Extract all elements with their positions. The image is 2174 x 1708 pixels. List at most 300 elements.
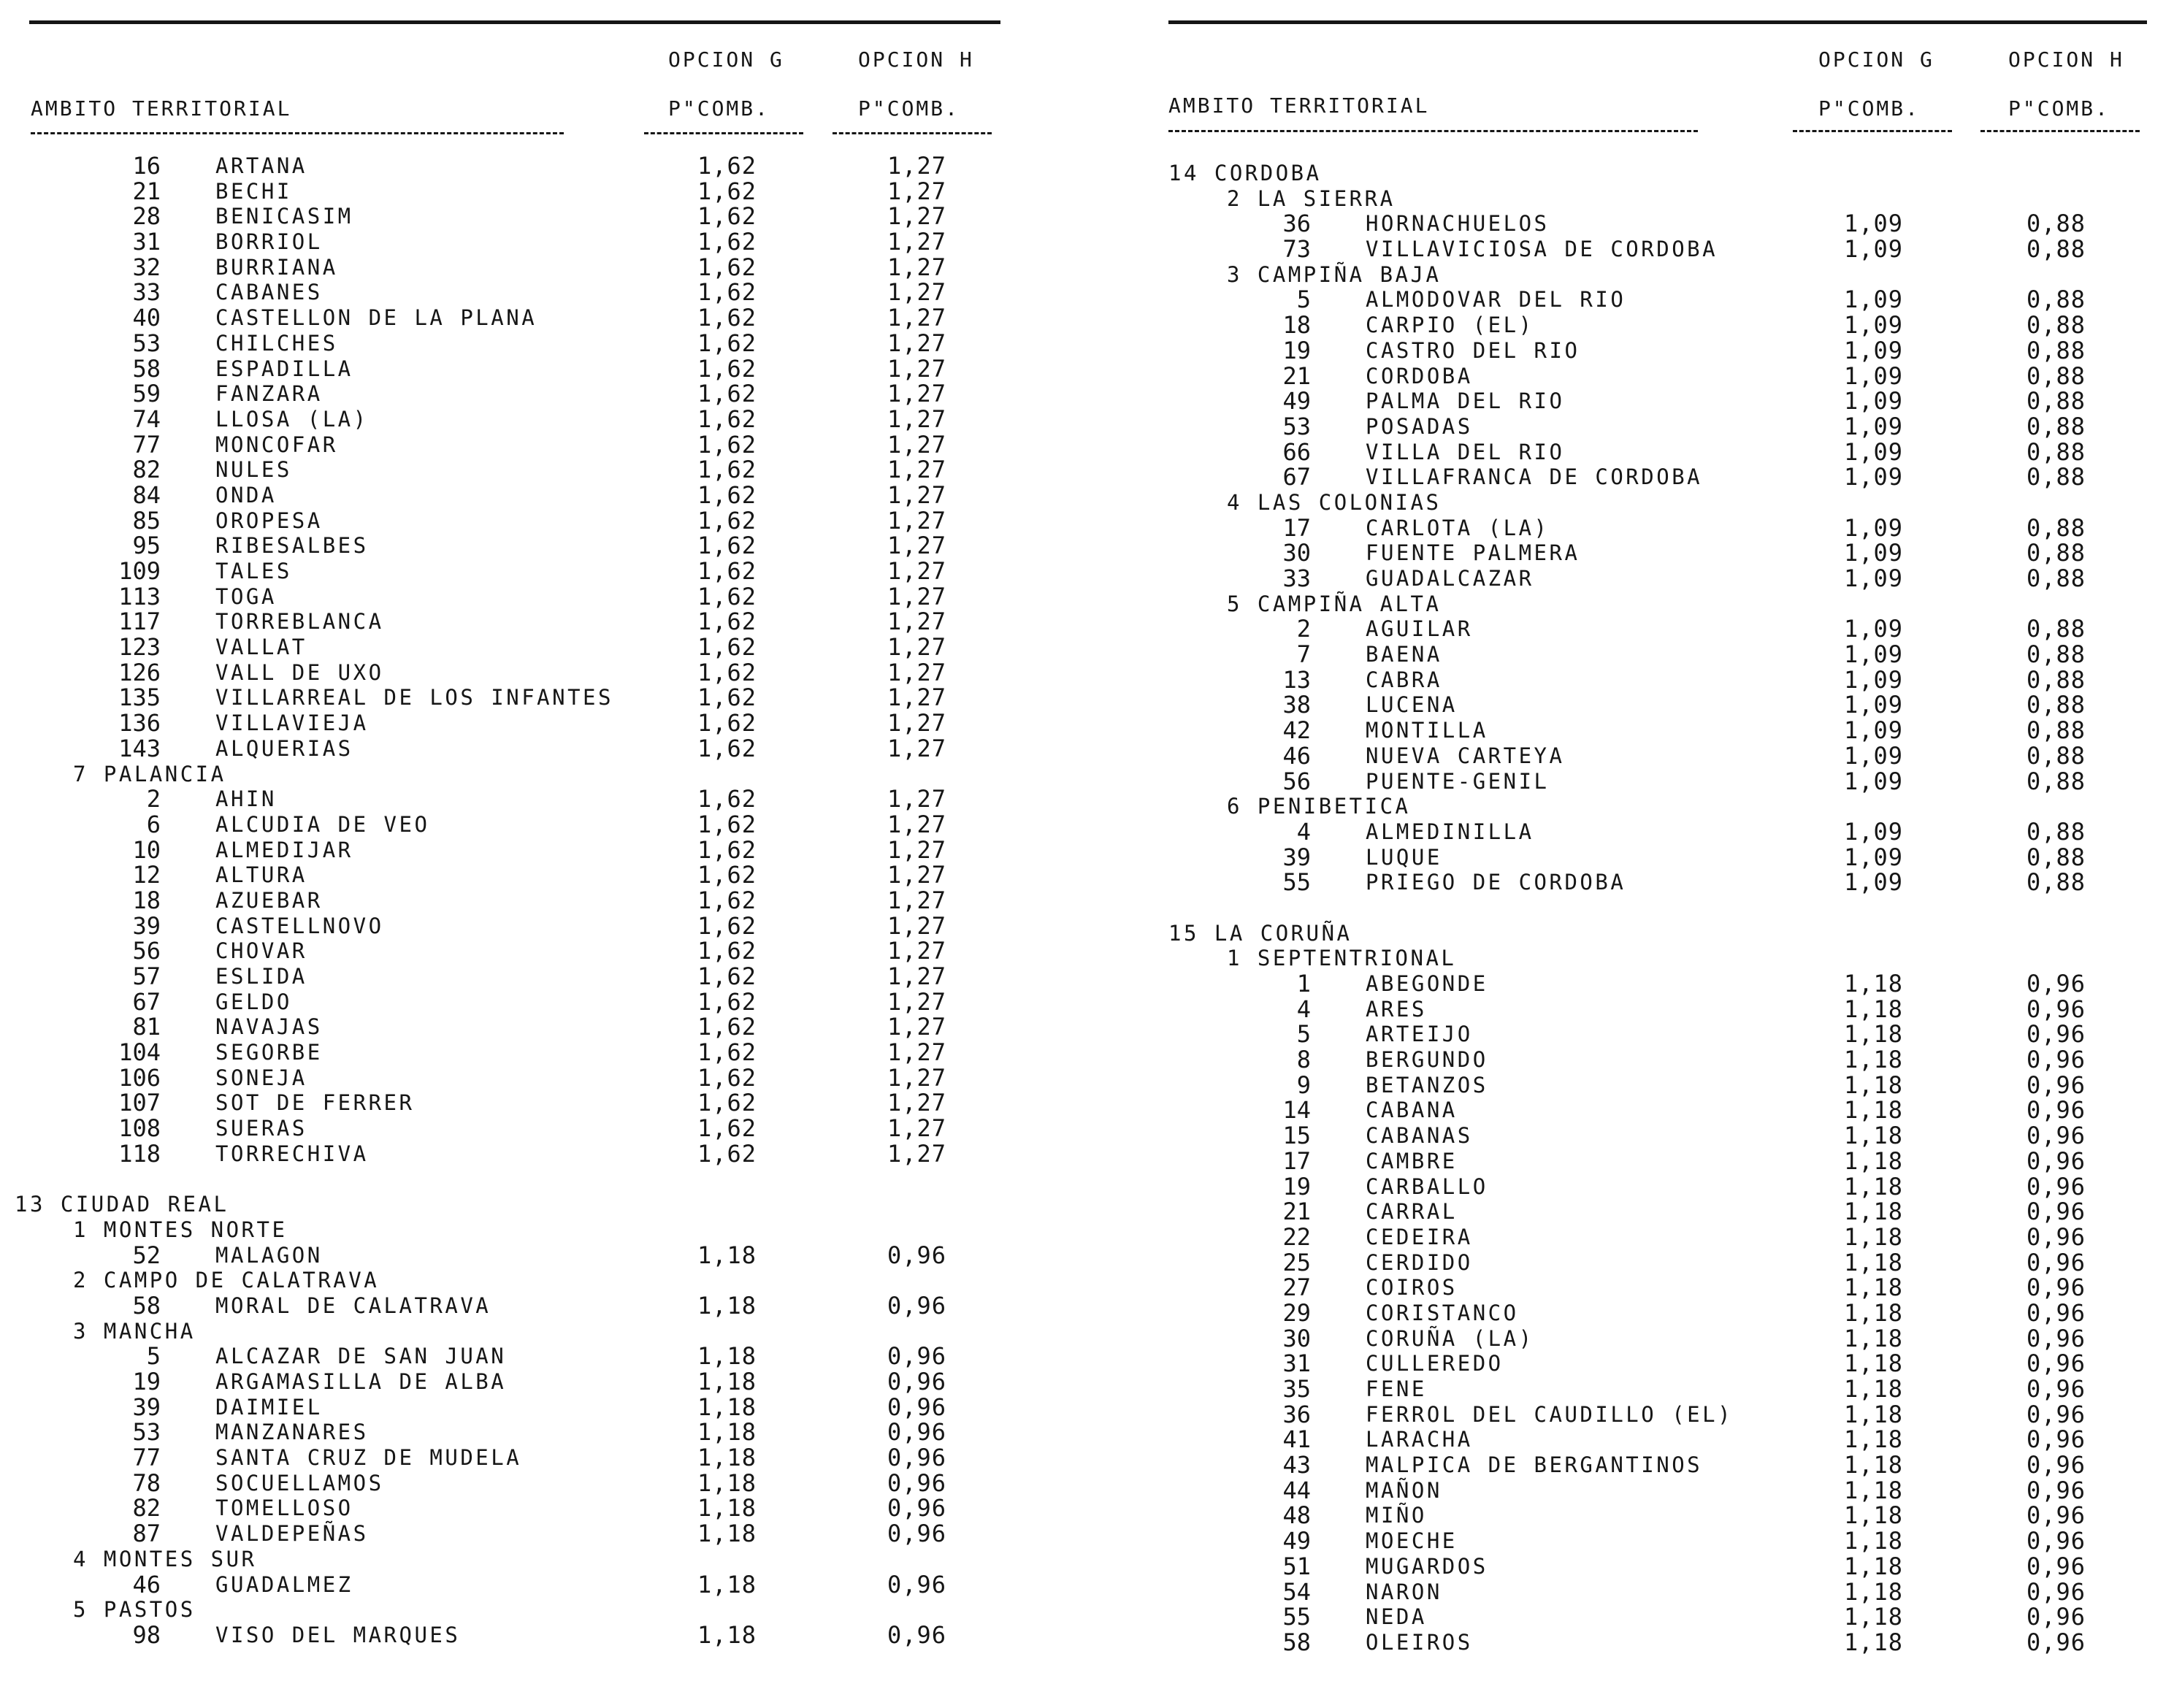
municipality-code: 18 — [1282, 311, 1311, 340]
option-g-heading: OPCION G — [1818, 47, 1934, 72]
table-row — [15, 1420, 993, 1445]
municipality-code: 36 — [1282, 1400, 1311, 1428]
option-h-value: 0,96 — [2026, 1628, 2086, 1656]
municipality-code: 39 — [1282, 843, 1311, 871]
municipality-code: 49 — [1282, 387, 1311, 415]
territory-heading: AMBITO TERRITORIAL — [1168, 93, 1430, 118]
municipality-code: 82 — [132, 1494, 161, 1523]
municipality-name: MONTILLA — [1366, 718, 1488, 743]
option-h-value: 1,27 — [887, 177, 947, 205]
option-h-value: 0,96 — [887, 1368, 947, 1395]
municipality-name: OROPESA — [215, 508, 323, 533]
municipality-code: 77 — [132, 1444, 161, 1472]
municipality-name: AHIN — [215, 786, 277, 812]
unit-h-heading: P"COMB. — [2008, 96, 2110, 120]
option-g-value: 1,62 — [697, 886, 757, 914]
table-row — [1168, 997, 2162, 1022]
option-h-value: 0,96 — [2026, 1400, 2086, 1428]
municipality-name: CORUÑA (LA) — [1366, 1325, 1534, 1351]
municipality-name: BERGUNDO — [1366, 1047, 1488, 1073]
option-h-value: 1,27 — [887, 683, 947, 712]
municipality-name: GELDO — [215, 989, 292, 1014]
municipality-code: 48 — [1282, 1501, 1311, 1530]
district-heading: 2 LA SIERRA — [1227, 185, 1396, 211]
municipality-code: 2 — [146, 785, 161, 813]
option-g-value: 1,62 — [697, 835, 757, 864]
district-heading: 6 PENIBETICA — [1227, 794, 1411, 819]
municipality-name: CABANAS — [1366, 1123, 1473, 1149]
table-row — [15, 1116, 993, 1141]
district-heading: 2 CAMPO DE CALATRAVA — [73, 1268, 380, 1293]
district-heading: 3 MANCHA — [73, 1318, 196, 1344]
municipality-name: ALCUDIA DE VEO — [215, 811, 430, 837]
option-g-value: 1,09 — [1844, 412, 1904, 440]
option-g-value: 1,62 — [697, 810, 757, 838]
municipality-name: VILLA DEL RIO — [1366, 439, 1565, 464]
unit-g-heading: P"COMB. — [668, 96, 770, 120]
municipality-name: MAÑON — [1366, 1477, 1442, 1503]
option-g-value: 1,62 — [697, 683, 757, 712]
municipality-name: FANZARA — [215, 381, 323, 407]
option-g-value: 1,62 — [697, 532, 757, 560]
option-h-value: 1,27 — [887, 480, 947, 509]
municipality-code: 58 — [132, 1291, 161, 1320]
municipality-name: CARBALLO — [1366, 1173, 1488, 1199]
municipality-code: 33 — [1282, 564, 1311, 592]
option-g-value: 1,62 — [697, 1038, 757, 1067]
option-h-value: 0,96 — [2026, 1071, 2086, 1099]
option-h-value: 0,96 — [887, 1520, 947, 1548]
municipality-code: 6 — [146, 810, 161, 838]
municipality-code: 57 — [132, 962, 161, 990]
table-row — [15, 1014, 993, 1040]
option-h-value: 0,96 — [2026, 1425, 2086, 1454]
municipality-code: 66 — [1282, 437, 1311, 466]
table-row — [15, 888, 993, 914]
option-g-value: 1,62 — [697, 304, 757, 332]
table-row — [15, 381, 993, 407]
municipality-name: ALMODOVAR DEL RIO — [1366, 287, 1626, 313]
option-h-value: 0,88 — [2026, 691, 2086, 719]
option-h-value: 0,96 — [887, 1418, 947, 1447]
option-g-heading: OPCION G — [668, 47, 784, 72]
table-row — [1168, 388, 2162, 414]
option-g-value: 1,09 — [1844, 564, 1904, 592]
option-h-value: 0,88 — [2026, 843, 2086, 871]
table-row — [1168, 1174, 2162, 1200]
municipality-name: ESLIDA — [215, 964, 307, 989]
option-h-value: 0,96 — [2026, 970, 2086, 997]
option-h-value: 1,27 — [887, 1114, 947, 1143]
municipality-name: MOECHE — [1366, 1528, 1458, 1554]
option-g-value: 1,62 — [697, 937, 757, 965]
municipality-code: 56 — [132, 937, 161, 965]
option-h-value: 1,27 — [887, 354, 947, 383]
option-h-value: 0,96 — [2026, 1096, 2086, 1125]
table-row — [15, 480, 993, 509]
option-g-value: 1,18 — [1844, 1349, 1904, 1378]
municipality-code: 7 — [1296, 640, 1311, 669]
municipality-code: 82 — [132, 456, 161, 484]
municipality-code: 31 — [132, 228, 161, 256]
table-row — [1168, 1604, 2162, 1630]
municipality-name: PUENTE-GENIL — [1366, 768, 1550, 794]
municipality-code: 87 — [132, 1520, 161, 1548]
municipality-name: MIÑO — [1366, 1503, 1427, 1528]
option-g-value: 1,18 — [1844, 1425, 1904, 1454]
table-row — [15, 1090, 993, 1116]
table-row — [1168, 1326, 2162, 1352]
option-h-value: 1,27 — [887, 1089, 947, 1117]
option-g-value: 1,62 — [697, 658, 757, 686]
municipality-code: 27 — [1282, 1274, 1311, 1302]
option-h-value: 1,27 — [887, 1013, 947, 1041]
municipality-name: SONEJA — [215, 1065, 307, 1090]
option-g-value: 1,18 — [1844, 1552, 1904, 1580]
district-heading-row — [1168, 262, 2162, 288]
municipality-code: 55 — [1282, 868, 1311, 897]
municipality-name: CARLOTA (LA) — [1366, 515, 1550, 540]
option-h-value: 0,96 — [2026, 1172, 2086, 1200]
option-h-value: 0,88 — [2026, 412, 2086, 440]
table-row — [1168, 870, 2162, 895]
option-g-underline — [644, 132, 803, 134]
table-row — [15, 508, 993, 534]
option-g-value: 1,18 — [697, 1520, 757, 1548]
option-g-value: 1,18 — [697, 1494, 757, 1523]
municipality-name: TORRECHIVA — [215, 1141, 369, 1166]
municipality-code: 38 — [1282, 691, 1311, 719]
table-row — [15, 736, 993, 762]
option-h-value: 0,96 — [2026, 1274, 2086, 1302]
table-row — [1168, 338, 2162, 364]
municipality-name: CABANES — [215, 280, 323, 305]
province-heading: 13 CIUDAD REAL — [15, 1192, 229, 1217]
table-row — [1168, 1554, 2162, 1579]
municipality-code: 36 — [1282, 210, 1311, 238]
district-heading-row — [1168, 794, 2162, 819]
municipality-code: 5 — [1296, 1020, 1311, 1049]
option-h-value: 0,96 — [887, 1494, 947, 1523]
municipality-name: SEGORBE — [215, 1040, 323, 1065]
option-g-value: 1,62 — [697, 480, 757, 509]
option-h-value: 1,27 — [887, 228, 947, 256]
option-g-value: 1,62 — [697, 177, 757, 205]
territory-heading: AMBITO TERRITORIAL — [31, 96, 292, 120]
option-h-value: 1,27 — [887, 1038, 947, 1067]
table-row — [1168, 1123, 2162, 1149]
province-heading-row — [1168, 161, 2162, 186]
option-g-value: 1,62 — [697, 456, 757, 484]
municipality-name: RIBESALBES — [215, 533, 369, 559]
option-g-value: 1,62 — [697, 582, 757, 610]
option-h-value: 0,88 — [2026, 615, 2086, 643]
option-g-value: 1,18 — [697, 1393, 757, 1421]
table-row — [15, 533, 993, 559]
table-row — [1168, 361, 2162, 390]
option-g-value: 1,09 — [1844, 336, 1904, 364]
municipality-code: 35 — [1282, 1375, 1311, 1403]
option-h-value: 0,88 — [2026, 665, 2086, 694]
option-h-value: 0,96 — [2026, 1451, 2086, 1479]
municipality-name: FERROL DEL CAUDILLO (EL) — [1366, 1401, 1734, 1427]
table-row — [1168, 1376, 2162, 1402]
option-g-value: 1,09 — [1844, 437, 1904, 466]
municipality-name: SANTA CRUZ DE MUDELA — [215, 1445, 522, 1471]
municipality-code: 52 — [132, 1241, 161, 1269]
table-row — [15, 280, 993, 305]
table-row — [15, 660, 993, 686]
table-row — [1168, 1222, 2162, 1251]
option-h-value: 1,27 — [887, 380, 947, 408]
municipality-code: 113 — [118, 582, 161, 610]
option-h-value: 0,96 — [887, 1291, 947, 1320]
district-heading-row — [15, 1268, 993, 1293]
top-rule — [1168, 20, 2147, 24]
option-h-value: 1,27 — [887, 506, 947, 535]
table-row — [1168, 616, 2162, 642]
district-heading-row — [1168, 186, 2162, 212]
table-row — [15, 711, 993, 736]
municipality-name: PRIEGO DE CORDOBA — [1366, 870, 1626, 895]
municipality-name: CULLEREDO — [1366, 1351, 1504, 1376]
table-row — [1168, 718, 2162, 743]
option-g-value: 1,09 — [1844, 843, 1904, 871]
option-g-value: 1,09 — [1844, 615, 1904, 643]
table-row — [1168, 464, 2162, 490]
municipality-name: HORNACHUELOS — [1366, 211, 1550, 237]
municipality-code: 104 — [118, 1038, 161, 1067]
municipality-name: LUCENA — [1366, 692, 1458, 718]
option-g-value: 1,18 — [1844, 1248, 1904, 1276]
option-h-value: 1,27 — [887, 430, 947, 459]
option-h-value: 1,27 — [887, 557, 947, 585]
table-row — [15, 1141, 993, 1167]
option-g-value: 1,18 — [1844, 1146, 1904, 1175]
option-g-value: 1,62 — [697, 1139, 757, 1168]
option-h-value: 0,88 — [2026, 513, 2086, 542]
municipality-name: ARGAMASILLA DE ALBA — [215, 1369, 507, 1394]
option-g-value: 1,18 — [1844, 1222, 1904, 1251]
table-row — [1168, 1047, 2162, 1073]
municipality-name: GUADALMEZ — [215, 1571, 353, 1597]
table-row — [15, 635, 993, 660]
municipality-name: LARACHA — [1366, 1427, 1473, 1452]
option-g-value: 1,62 — [697, 1013, 757, 1041]
table-row — [15, 1040, 993, 1065]
section-gap — [15, 1167, 993, 1192]
option-g-value: 1,09 — [1844, 640, 1904, 669]
municipality-name: ALTURA — [215, 862, 307, 888]
municipality-code: 143 — [118, 734, 161, 762]
municipality-code: 98 — [132, 1620, 161, 1649]
table-row — [15, 1065, 993, 1091]
municipality-name: ALQUERIAS — [215, 735, 353, 761]
table-row — [1168, 1298, 2162, 1327]
district-heading-row — [15, 1217, 993, 1243]
option-h-value: 1,27 — [887, 456, 947, 484]
table-row — [15, 331, 993, 356]
option-g-value: 1,09 — [1844, 691, 1904, 719]
table-row — [1168, 1478, 2162, 1504]
municipality-code: 108 — [118, 1114, 161, 1143]
municipality-code: 59 — [132, 380, 161, 408]
municipality-code: 8 — [1296, 1046, 1311, 1074]
municipality-name: ALMEDIJAR — [215, 837, 353, 862]
municipality-name: BENICASIM — [215, 204, 353, 229]
top-rule — [29, 20, 1000, 24]
option-g-value: 1,62 — [697, 506, 757, 535]
section-gap — [1168, 895, 2162, 921]
option-h-value: 0,88 — [2026, 716, 2086, 745]
option-h-value: 1,27 — [887, 304, 947, 332]
table-row — [15, 1620, 993, 1649]
option-h-value: 0,96 — [2026, 995, 2086, 1023]
municipality-code: 13 — [1282, 665, 1311, 694]
municipality-name: MORAL DE CALATRAVA — [215, 1293, 491, 1318]
option-h-value: 0,88 — [2026, 235, 2086, 264]
option-g-value: 1,62 — [697, 734, 757, 762]
table-row — [15, 305, 993, 331]
option-h-value: 0,96 — [2026, 1222, 2086, 1251]
municipality-code: 67 — [132, 987, 161, 1016]
municipality-name: SUERAS — [215, 1116, 307, 1141]
option-g-value: 1,18 — [1844, 1274, 1904, 1302]
option-h-value: 1,27 — [887, 734, 947, 762]
municipality-name: BECHI — [215, 178, 292, 204]
table-row — [15, 407, 993, 432]
province-heading: 15 LA CORUÑA — [1168, 920, 1352, 946]
option-h-value: 1,27 — [887, 152, 947, 180]
option-g-value: 1,18 — [697, 1468, 757, 1497]
municipality-name: BURRIANA — [215, 254, 338, 280]
municipality-name: MALAGON — [215, 1242, 323, 1268]
district-heading: 1 SEPTENTRIONAL — [1227, 946, 1457, 971]
table-row — [15, 204, 993, 229]
option-g-value: 1,62 — [697, 430, 757, 459]
table-row — [1168, 769, 2162, 794]
left-page — [15, 0, 993, 1708]
option-g-value: 1,62 — [697, 253, 757, 281]
option-g-value: 1,62 — [697, 1063, 757, 1092]
municipality-name: TALES — [215, 559, 292, 583]
option-g-underline — [1793, 130, 1952, 132]
municipality-name: OLEIROS — [1366, 1629, 1473, 1655]
municipality-name: CORDOBA — [1366, 363, 1473, 388]
municipality-name: CABANA — [1366, 1098, 1458, 1123]
option-g-value: 1,62 — [697, 962, 757, 990]
table-row — [1168, 437, 2162, 466]
option-g-value: 1,18 — [1844, 1400, 1904, 1428]
municipality-code: 58 — [132, 354, 161, 383]
option-h-value: 0,96 — [887, 1241, 947, 1269]
option-g-value: 1,09 — [1844, 513, 1904, 542]
municipality-code: 25 — [1282, 1248, 1311, 1276]
municipality-code: 28 — [132, 202, 161, 231]
option-g-value: 1,09 — [1844, 665, 1904, 694]
option-h-value: 0,88 — [2026, 361, 2086, 390]
territory-underline — [31, 132, 564, 134]
municipality-name: CERDIDO — [1366, 1249, 1473, 1275]
municipality-code: 53 — [1282, 412, 1311, 440]
table-row — [15, 1344, 993, 1369]
option-g-value: 1,62 — [697, 633, 757, 662]
table-row — [15, 835, 993, 864]
option-h-value: 1,27 — [887, 911, 947, 940]
option-h-value: 1,27 — [887, 1139, 947, 1168]
option-g-value: 1,62 — [697, 861, 757, 889]
municipality-code: 19 — [1282, 1172, 1311, 1200]
municipality-name: NEDA — [1366, 1604, 1427, 1630]
table-row — [1168, 667, 2162, 693]
option-h-value: 0,96 — [2026, 1046, 2086, 1074]
table-row — [15, 584, 993, 610]
territory-underline — [1168, 130, 1698, 132]
municipality-code: 12 — [132, 861, 161, 889]
municipality-name: FUENTE PALMERA — [1366, 540, 1580, 566]
option-g-value: 1,62 — [697, 557, 757, 585]
table-row — [1168, 1579, 2162, 1605]
district-heading: 1 MONTES NORTE — [73, 1217, 288, 1242]
table-row — [15, 1445, 993, 1471]
option-h-value: 0,88 — [2026, 640, 2086, 669]
table-row — [15, 938, 993, 964]
table-row — [15, 1369, 993, 1395]
option-h-value: 0,88 — [2026, 210, 2086, 238]
municipality-code: 85 — [132, 506, 161, 535]
municipality-code: 58 — [1282, 1628, 1311, 1656]
district-heading: 7 PALANCIA — [73, 761, 226, 786]
option-g-value: 1,62 — [697, 785, 757, 813]
municipality-code: 2 — [1296, 615, 1311, 643]
table-row — [1168, 287, 2162, 313]
option-g-value: 1,09 — [1844, 767, 1904, 795]
right-table-body — [1168, 161, 2162, 1655]
municipality-code: 95 — [132, 532, 161, 560]
municipality-name: FENE — [1366, 1376, 1427, 1401]
table-row — [1168, 1427, 2162, 1452]
municipality-code: 42 — [1282, 716, 1311, 745]
municipality-name: SOT DE FERRER — [215, 1090, 415, 1116]
option-h-value: 0,96 — [887, 1570, 947, 1598]
option-h-value: 1,27 — [887, 709, 947, 738]
option-h-value: 0,96 — [2026, 1248, 2086, 1276]
table-row — [1168, 642, 2162, 667]
municipality-code: 84 — [132, 480, 161, 509]
municipality-name: NUEVA CARTEYA — [1366, 743, 1565, 768]
table-row — [15, 1496, 993, 1521]
option-h-value: 0,96 — [887, 1620, 947, 1649]
municipality-name: NAVAJAS — [215, 1014, 323, 1040]
table-row — [1168, 1098, 2162, 1123]
municipality-code: 77 — [132, 430, 161, 459]
option-h-value: 0,88 — [2026, 387, 2086, 415]
municipality-name: CARPIO (EL) — [1366, 313, 1534, 338]
option-g-value: 1,09 — [1844, 311, 1904, 340]
table-row — [15, 559, 993, 584]
option-g-value: 1,09 — [1844, 463, 1904, 491]
table-row — [15, 911, 993, 940]
table-row — [1168, 513, 2162, 542]
unit-h-heading: P"COMB. — [858, 96, 960, 120]
option-g-value: 1,62 — [697, 278, 757, 307]
option-h-value: 0,96 — [2026, 1603, 2086, 1631]
municipality-code: 41 — [1282, 1425, 1311, 1454]
option-h-value: 0,88 — [2026, 539, 2086, 567]
option-h-value: 0,96 — [2026, 1349, 2086, 1378]
option-g-value: 1,62 — [697, 228, 757, 256]
option-g-value: 1,62 — [697, 608, 757, 636]
